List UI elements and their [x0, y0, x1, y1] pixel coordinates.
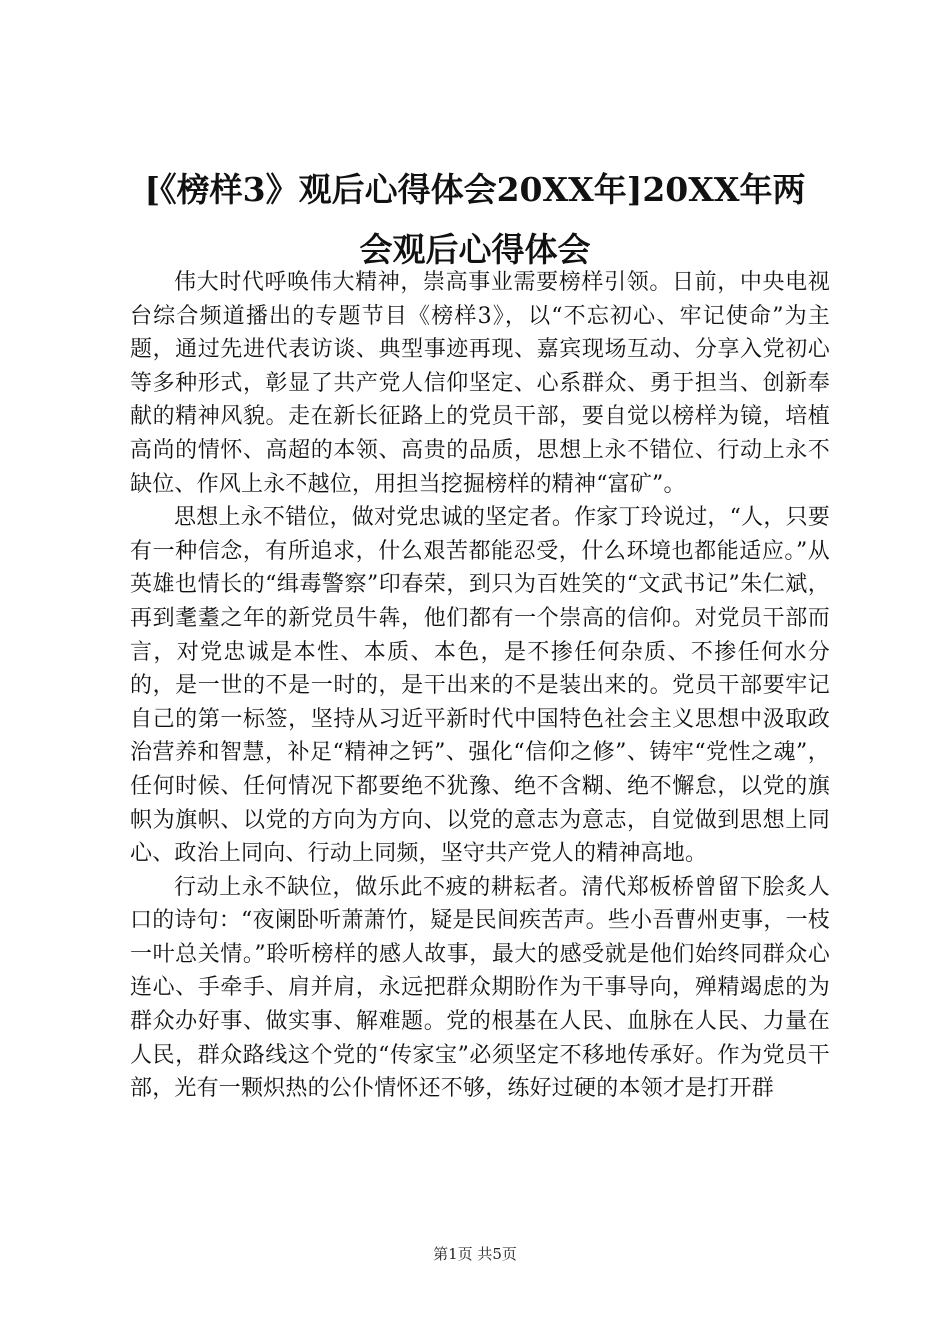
title-line-1: [《榜样3》观后心得体会20XX年]20XX年两	[144, 170, 806, 209]
page-number-footer: 第1页 共5页	[433, 1245, 517, 1263]
paragraph-2: 思想上永不错位，做对党忠诚的坚定者。作家丁玲说过，“人，只要有一种信念，有所追求，什么艰苦都能忍受，什么环境也都能适应。”从英雄也情长的“缉毒警察”印春荣，到只为百姓笑的“文武书记”朱仁斌，再到耄耋之年的新党员牛犇，他们都有一个崇高的信仰。对党员干部而言，对党忠诚是本性、本质、本色，是不掺任何杂质、不掺任何水分的，是一世的不是一时的，是干出来的不是装出来的。党员干部要牢记自己的第一标签，坚持从习近平新时代中国特色社会主义思想中汲取政治营养和智慧，补足“精神之钙”、强化“信仰之修”、铸牢“党性之魂”，任何时候、任何情况下都要绝不犹豫、绝不含糊、绝不懈怠，以党的旗帜为旗帜、以党的方向为方向、以党的意志为意志，自觉做到思想上同心、政治上同向、行动上同频，坚守共产党人的精神高地。	[130, 505, 830, 867]
document-title	[110, 160, 840, 280]
title-line-2: 会观后心得体会	[359, 230, 591, 269]
document-body	[130, 266, 830, 1106]
paragraph-1: 伟大时代呼唤伟大精神，崇高事业需要榜样引领。日前，中央电视台综合频道播出的专题节目《榜样3》，以“不忘初心、牢记使命”为主题，通过先进代表访谈、典型事迹再现、嘉宾现场互动、分享入党初心等多种形式，彰显了共产党人信仰坚定、心系群众、勇于担当、创新奉献的精神风貌。走在新长征路上的党员干部，要自觉以榜样为镜，培植高尚的情怀、高超的本领、高贵的品质，思想上永不错位、行动上永不缺位、作风上永不越位，用担当挖掘榜样的精神“富矿”。	[130, 270, 830, 497]
paragraph-3: 行动上永不缺位，做乐此不疲的耕耘者。清代郑板桥曾留下脍炙人口的诗句：“夜阑卧听萧萧竹，疑是民间疾苦声。些小吾曹州吏事，一枝一叶总关情。”聆听榜样的感人故事，最大的感受就是他们始终同群众心连心、手牵手、肩并肩，永远把群众期盼作为干事导向，殚精竭虑的为群众办好事、做实事、解难题。党的根基在人民、血脉在人民、力量在人民，群众路线这个党的“传家宝”必须坚定不移地传承好。作为党员干部，光有一颗炽热的公仆情怀还不够，练好过硬的本领才是打开群	[130, 874, 830, 1102]
